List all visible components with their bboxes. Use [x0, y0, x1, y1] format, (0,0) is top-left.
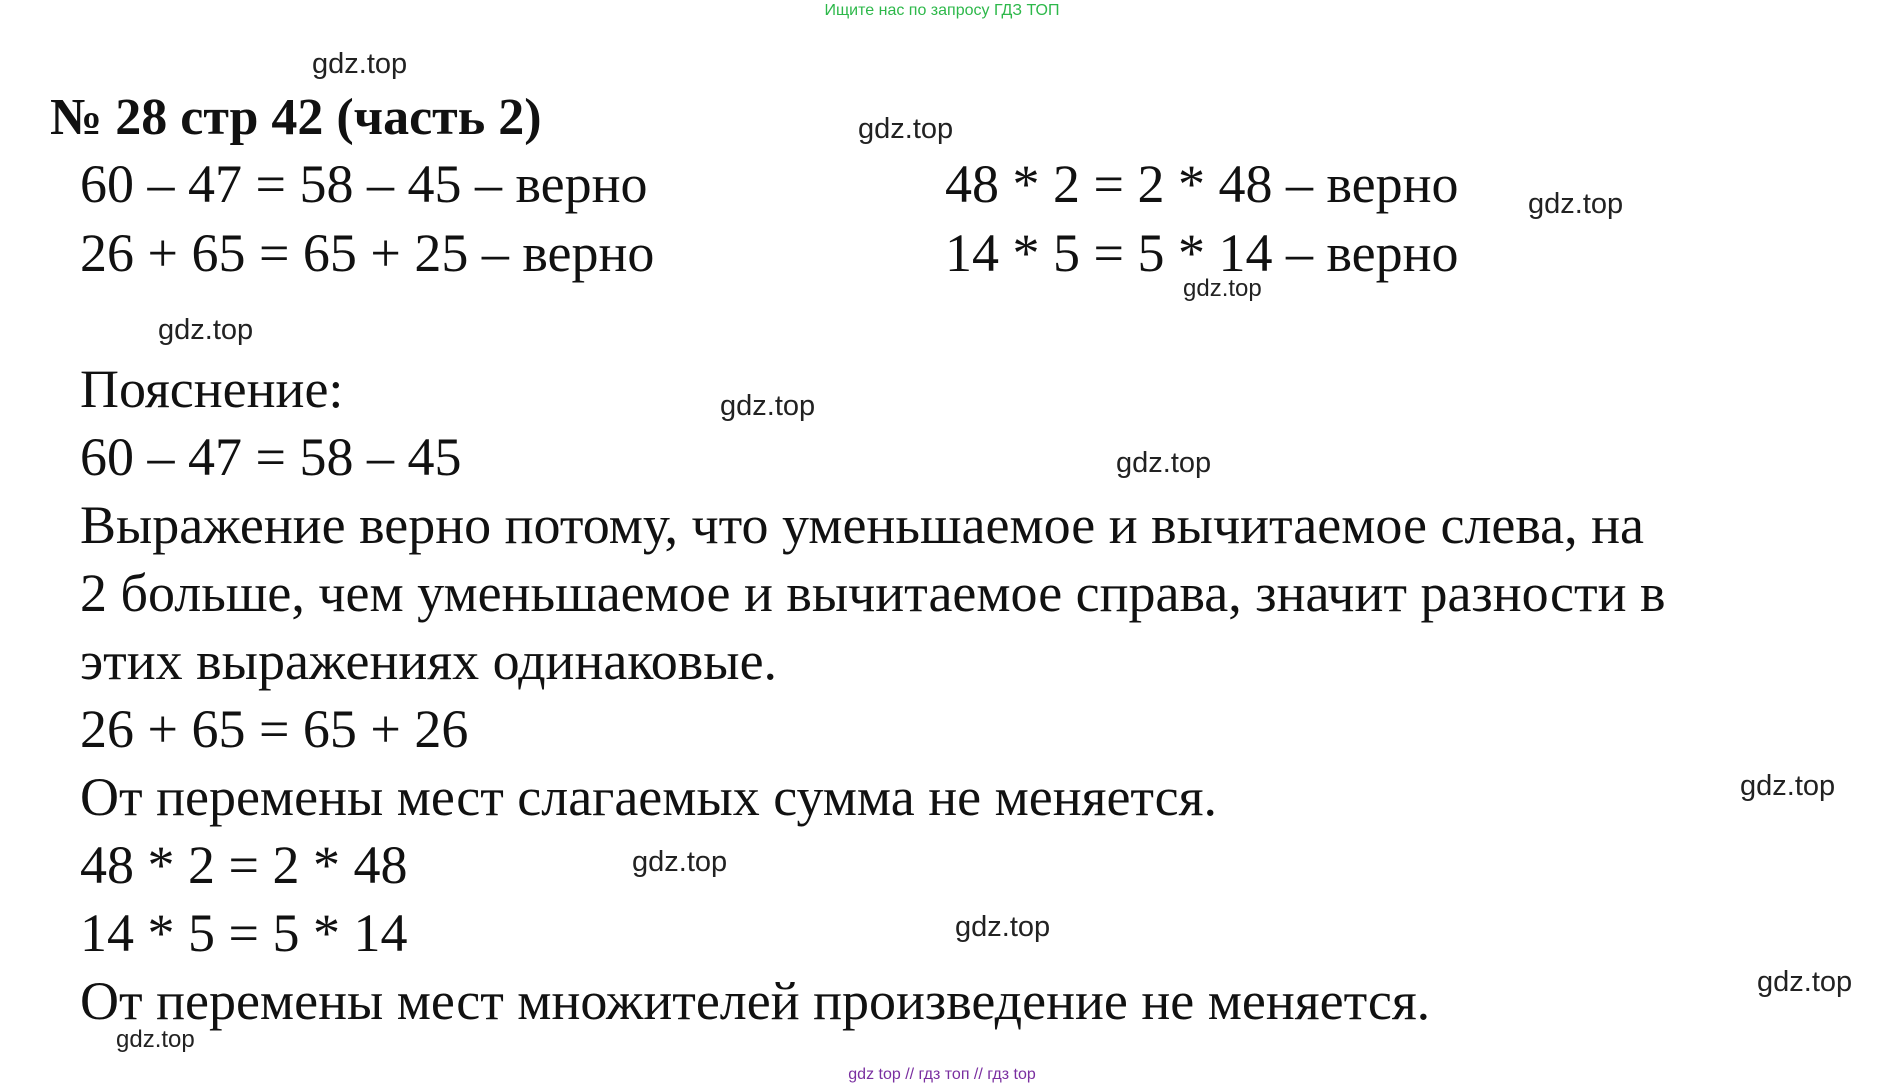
explanation-equation-3: 48 * 2 = 2 * 48: [80, 835, 408, 895]
footer-watermark: gdz top // гдз топ // гдз top: [848, 1066, 1036, 1083]
page-title: № 28 стр 42 (часть 2): [50, 89, 542, 146]
watermark: gdz.top: [1740, 770, 1836, 802]
explanation-text-1-line-1: Выражение верно потому, что уменьшаемое и вычитаемое слева, на: [80, 495, 1644, 555]
watermark: gdz.top: [1757, 966, 1853, 998]
explanation-equation-4: 14 * 5 = 5 * 14: [80, 903, 408, 963]
answer-right-1: 48 * 2 = 2 * 48 – верно: [945, 154, 1459, 214]
watermark: gdz.top: [312, 48, 408, 80]
explanation-equation-2: 26 + 65 = 65 + 26: [80, 699, 469, 759]
explanation-equation-1: 60 – 47 = 58 – 45: [80, 427, 462, 487]
watermark: gdz.top: [1528, 188, 1624, 220]
explanation-text-2: От перемены мест слагаемых сумма не меняется.: [80, 767, 1217, 827]
watermark: gdz.top: [116, 1026, 195, 1053]
answer-right-2: 14 * 5 = 5 * 14 – верно: [945, 223, 1459, 283]
answer-left-1: 60 – 47 = 58 – 45 – верно: [80, 154, 648, 214]
watermark: gdz.top: [858, 113, 954, 145]
search-banner: Ищите нас по запросу ГДЗ ТОП: [824, 2, 1060, 19]
watermark: gdz.top: [158, 314, 254, 346]
watermark: gdz.top: [720, 390, 816, 422]
explanation-text-1-line-3: этих выражениях одинаковые.: [80, 631, 778, 691]
explanation-heading: Пояснение:: [80, 359, 344, 419]
watermark: gdz.top: [632, 846, 728, 878]
explanation-text-1-line-2: 2 больше, чем уменьшаемое и вычитаемое справа, значит разности в: [80, 563, 1666, 623]
answer-left-2: 26 + 65 = 65 + 25 – верно: [80, 223, 655, 283]
watermark: gdz.top: [1116, 447, 1212, 479]
explanation-text-3: От перемены мест множителей произведение не меняется.: [80, 971, 1431, 1031]
watermark: gdz.top: [1183, 275, 1262, 302]
watermark: gdz.top: [955, 911, 1051, 943]
